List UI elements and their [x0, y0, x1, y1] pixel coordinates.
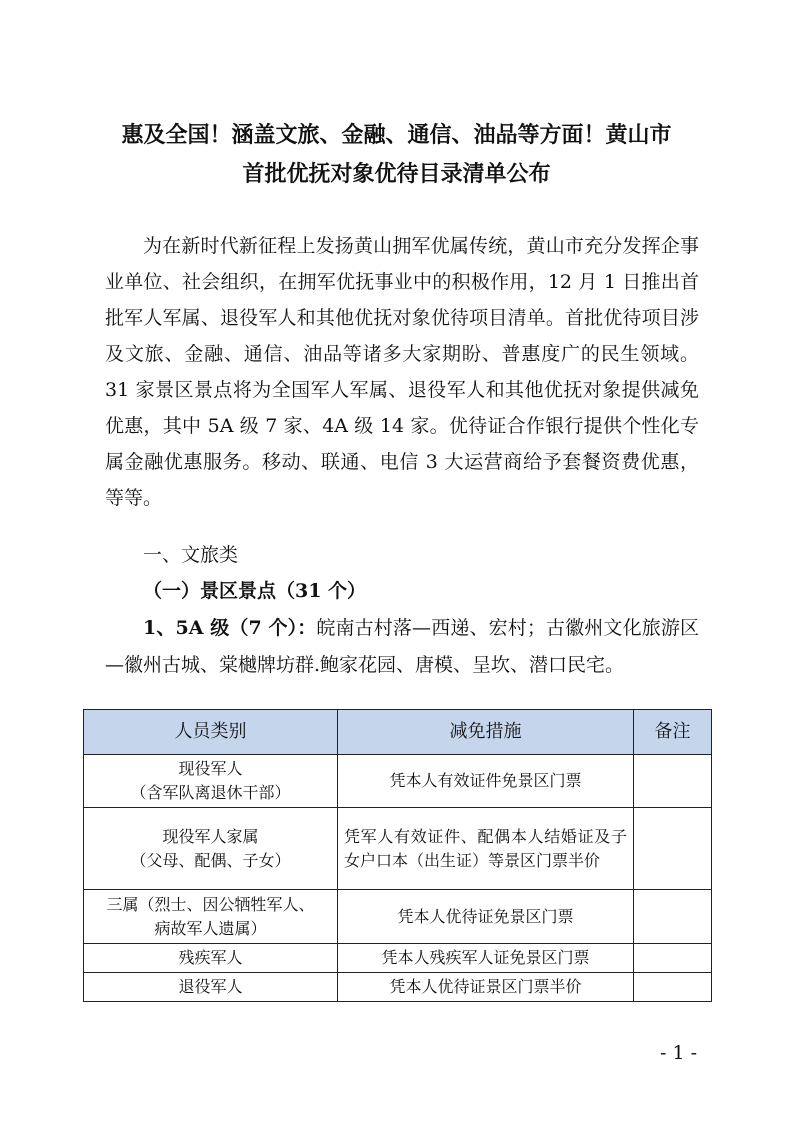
benefits-table: [83, 709, 712, 1002]
page-title-line-1: 惠及全国！涵盖文旅、金融、通信、油品等方面！黄山市: [121, 123, 672, 148]
cell-category: [84, 973, 338, 1002]
cell-category: [84, 890, 338, 944]
cell-measure: 凭本人有效证件免景区门票: [338, 755, 634, 808]
table-row: [84, 944, 712, 973]
cell-note: [634, 890, 712, 944]
table-header-row: [84, 710, 712, 755]
header-measure: 减免措施: [338, 710, 634, 755]
header-note: 备注: [634, 710, 712, 755]
category-line: 病故军人遗属）: [154, 918, 267, 938]
category-line: （父母、配偶、子女）: [130, 850, 291, 870]
header-category: 人员类别: [84, 710, 338, 755]
category-line: 退役军人: [178, 977, 243, 996]
table-row: [84, 973, 712, 1002]
page-title-line-2: 首批优抚对象优待目录清单公布: [242, 162, 551, 187]
table-row: [84, 890, 712, 944]
subsection-heading: （一）景区景点（31 个）: [143, 580, 367, 602]
item-text: 皖南古村落—西递、宏村；古徽州文化旅游区—徽州古城、棠樾牌坊群.鲍家花园、唐模、呈坎、潜口民宅。: [105, 617, 699, 676]
page-number: - 1 -: [660, 1042, 698, 1064]
category-line: 残疾军人: [178, 948, 243, 967]
table-row: [84, 808, 712, 890]
cell-category: [84, 808, 338, 890]
cell-measure: 凭本人优待证免景区门票: [338, 890, 634, 944]
cell-note: [634, 944, 712, 973]
cell-category: [84, 944, 338, 973]
section-heading: 一、文旅类: [143, 544, 239, 566]
category-line: 三属（烈士、因公牺牲军人、: [106, 894, 315, 914]
category-line: （含军队离退休干部）: [130, 783, 291, 802]
cell-measure: 凭本人残疾军人证免景区门票: [338, 944, 634, 973]
category-line: 现役军人: [178, 759, 243, 778]
category-line: 现役军人家属: [162, 826, 259, 846]
cell-category: [84, 755, 338, 808]
cell-note: [634, 755, 712, 808]
cell-measure: 凭本人优待证景区门票半价: [338, 973, 634, 1002]
table-row: [84, 755, 712, 808]
cell-note: [634, 808, 712, 890]
cell-note: [634, 973, 712, 1002]
intro-paragraph: 为在新时代新征程上发扬黄山拥军优属传统，黄山市充分发挥企事业单位、社会组织，在拥军优抚事业中的积极作用，12 月 1 日推出首批军人军属、退役军人和其他优抚对象优待项目清单。首批优待项目涉及文旅、金融、通信、油品等诸多大家期盼、普惠度广的民生领域。31 家景区景点将为全国军人军属、退役军人和其他优抚对象提供减免优惠，其中 5A 级 7 家、4A 级 14 家。优待证合作银行提供个性化专属金融优惠服务。移动、联通、电信 3 大运营商给予套餐资费优惠，等等。: [105, 235, 699, 509]
item-paragraph: [105, 610, 699, 684]
item-label: 1、5A 级（7 个）：: [143, 617, 317, 639]
cell-measure: 凭军人有效证件、配偶本人结婚证及子女户口本（出生证）等景区门票半价: [338, 808, 634, 890]
